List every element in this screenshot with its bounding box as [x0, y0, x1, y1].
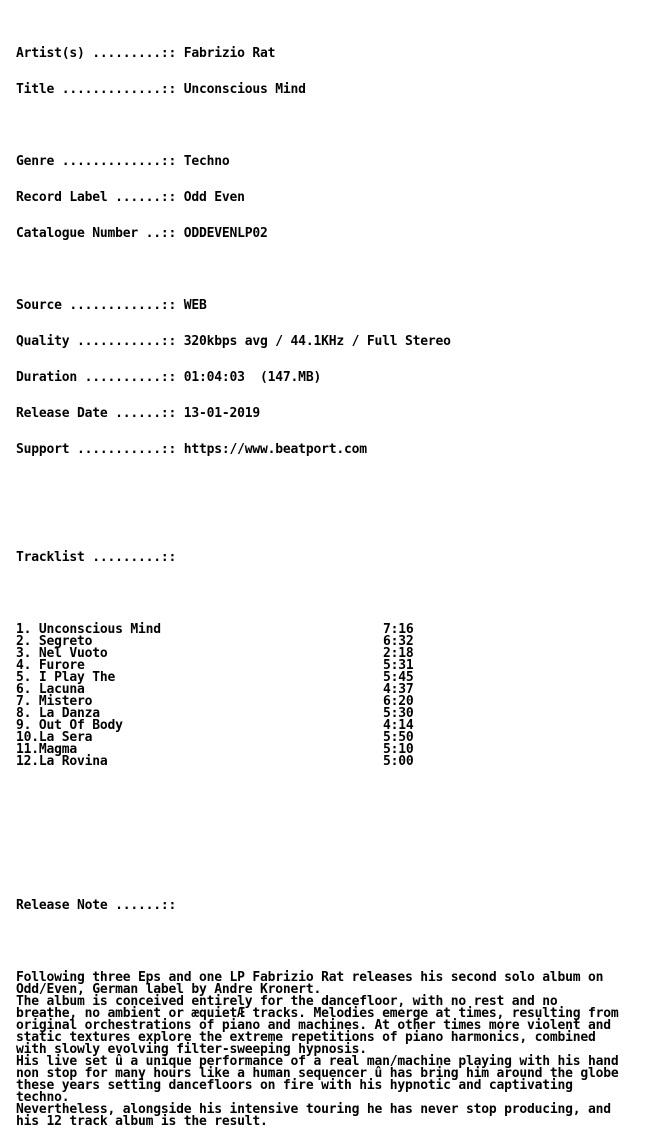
track-duration: 5:50	[383, 730, 414, 745]
track-title: 7. Mistero	[16, 694, 93, 709]
track-duration: 5:10	[383, 742, 414, 757]
release-note-line: Nevertheless, alongside his intensive touring he has never stop producing, and	[16, 1102, 611, 1117]
track-row	[16, 624, 652, 636]
track-duration: 5:31	[383, 658, 414, 673]
track-row	[16, 696, 652, 708]
track-duration: 5:30	[383, 706, 414, 721]
spacer	[16, 588, 652, 600]
track-row	[16, 720, 652, 732]
release-note-line: non stop for many hours like a human sequencer û has bring him around the globe	[16, 1066, 619, 1081]
track-row	[16, 732, 652, 744]
track-row	[16, 636, 652, 648]
track-title: 6. Lacuna	[16, 682, 85, 697]
track-title: 10.La Sera	[16, 730, 93, 745]
release-note-line: original orchestrations of piano and machines. At other times more violent and	[16, 1018, 611, 1033]
release-note-line: Odd/Even, German label by Andre Kronert.	[16, 982, 322, 997]
title-line: Title .............:: Unconscious Mind	[16, 82, 306, 97]
release-note-line: his 12 track album is the result.	[16, 1114, 268, 1129]
track-title: 9. Out Of Body	[16, 718, 123, 733]
track-duration: 4:37	[383, 682, 414, 697]
release-note-heading: Release Note ......::	[16, 898, 177, 913]
release-note-line: static textures explore the extreme repetitions of piano harmonics, combined	[16, 1030, 596, 1045]
track-title: 11.Magma	[16, 742, 78, 757]
record-label-line: Record Label ......:: Odd Even	[16, 190, 245, 205]
track-title: 12.La Rovina	[16, 754, 108, 769]
track-title: 1. Unconscious Mind	[16, 622, 161, 637]
spacer	[16, 828, 652, 840]
release-note-line: with slowly evolving filter-sweeping hypnosis.	[16, 1042, 367, 1057]
track-duration: 7:16	[383, 622, 414, 637]
track-row	[16, 648, 652, 660]
track-title: 8. La Danza	[16, 706, 100, 721]
tracklist-heading: Tracklist .........::	[16, 550, 177, 565]
source-line: Source ............:: WEB	[16, 298, 207, 313]
spacer	[16, 120, 652, 132]
track-title: 3. Nel Vuoto	[16, 646, 108, 661]
spacer	[16, 792, 652, 804]
genre-line: Genre .............:: Techno	[16, 154, 230, 169]
track-duration: 6:32	[383, 634, 414, 649]
spacer	[16, 936, 652, 948]
catalogue-number-line: Catalogue Number ..:: ODDEVENLP02	[16, 226, 268, 241]
release-note-line: The album is conceived entirely for the dancefloor, with no rest and no	[16, 994, 558, 1009]
release-note-line: breathe, no ambient or æquietÆ tracks. Melodies emerge at times, resulting from	[16, 1006, 619, 1021]
spacer	[16, 516, 652, 528]
track-title: 5. I Play The	[16, 670, 116, 685]
track-row	[16, 672, 652, 684]
release-note-line: techno.	[16, 1090, 70, 1105]
duration-line: Duration ..........:: 01:04:03 (147.MB)	[16, 370, 322, 385]
release-note-line: these years setting dancefloors on fire with his hypnotic and captivating	[16, 1078, 573, 1093]
track-duration: 5:00	[383, 754, 414, 769]
track-title: 4. Furore	[16, 658, 85, 673]
release-note-body	[16, 972, 652, 1128]
release-date-line: Release Date ......:: 13-01-2019	[16, 406, 261, 421]
track-row	[16, 756, 652, 768]
release-note-line: His live set û a unique performance of a real man/machine playing with his hand	[16, 1054, 619, 1069]
release-note-line: Following three Eps and one LP Fabrizio Rat releases his second solo album on	[16, 970, 604, 985]
support-line: Support ...........:: https://www.beatport.com	[16, 442, 367, 457]
track-duration: 5:45	[383, 670, 414, 685]
tracklist	[16, 624, 652, 768]
track-row	[16, 744, 652, 756]
track-duration: 2:18	[383, 646, 414, 661]
spacer	[16, 480, 652, 492]
nfo-document	[16, 24, 652, 1140]
artist-line: Artist(s) .........:: Fabrizio Rat	[16, 46, 276, 61]
track-duration: 6:20	[383, 694, 414, 709]
spacer	[16, 864, 652, 876]
track-duration: 4:14	[383, 718, 414, 733]
track-title: 2. Segreto	[16, 634, 93, 649]
quality-line: Quality ...........:: 320kbps avg / 44.1KHz / Full Stereo	[16, 334, 451, 349]
track-row	[16, 684, 652, 696]
spacer	[16, 264, 652, 276]
